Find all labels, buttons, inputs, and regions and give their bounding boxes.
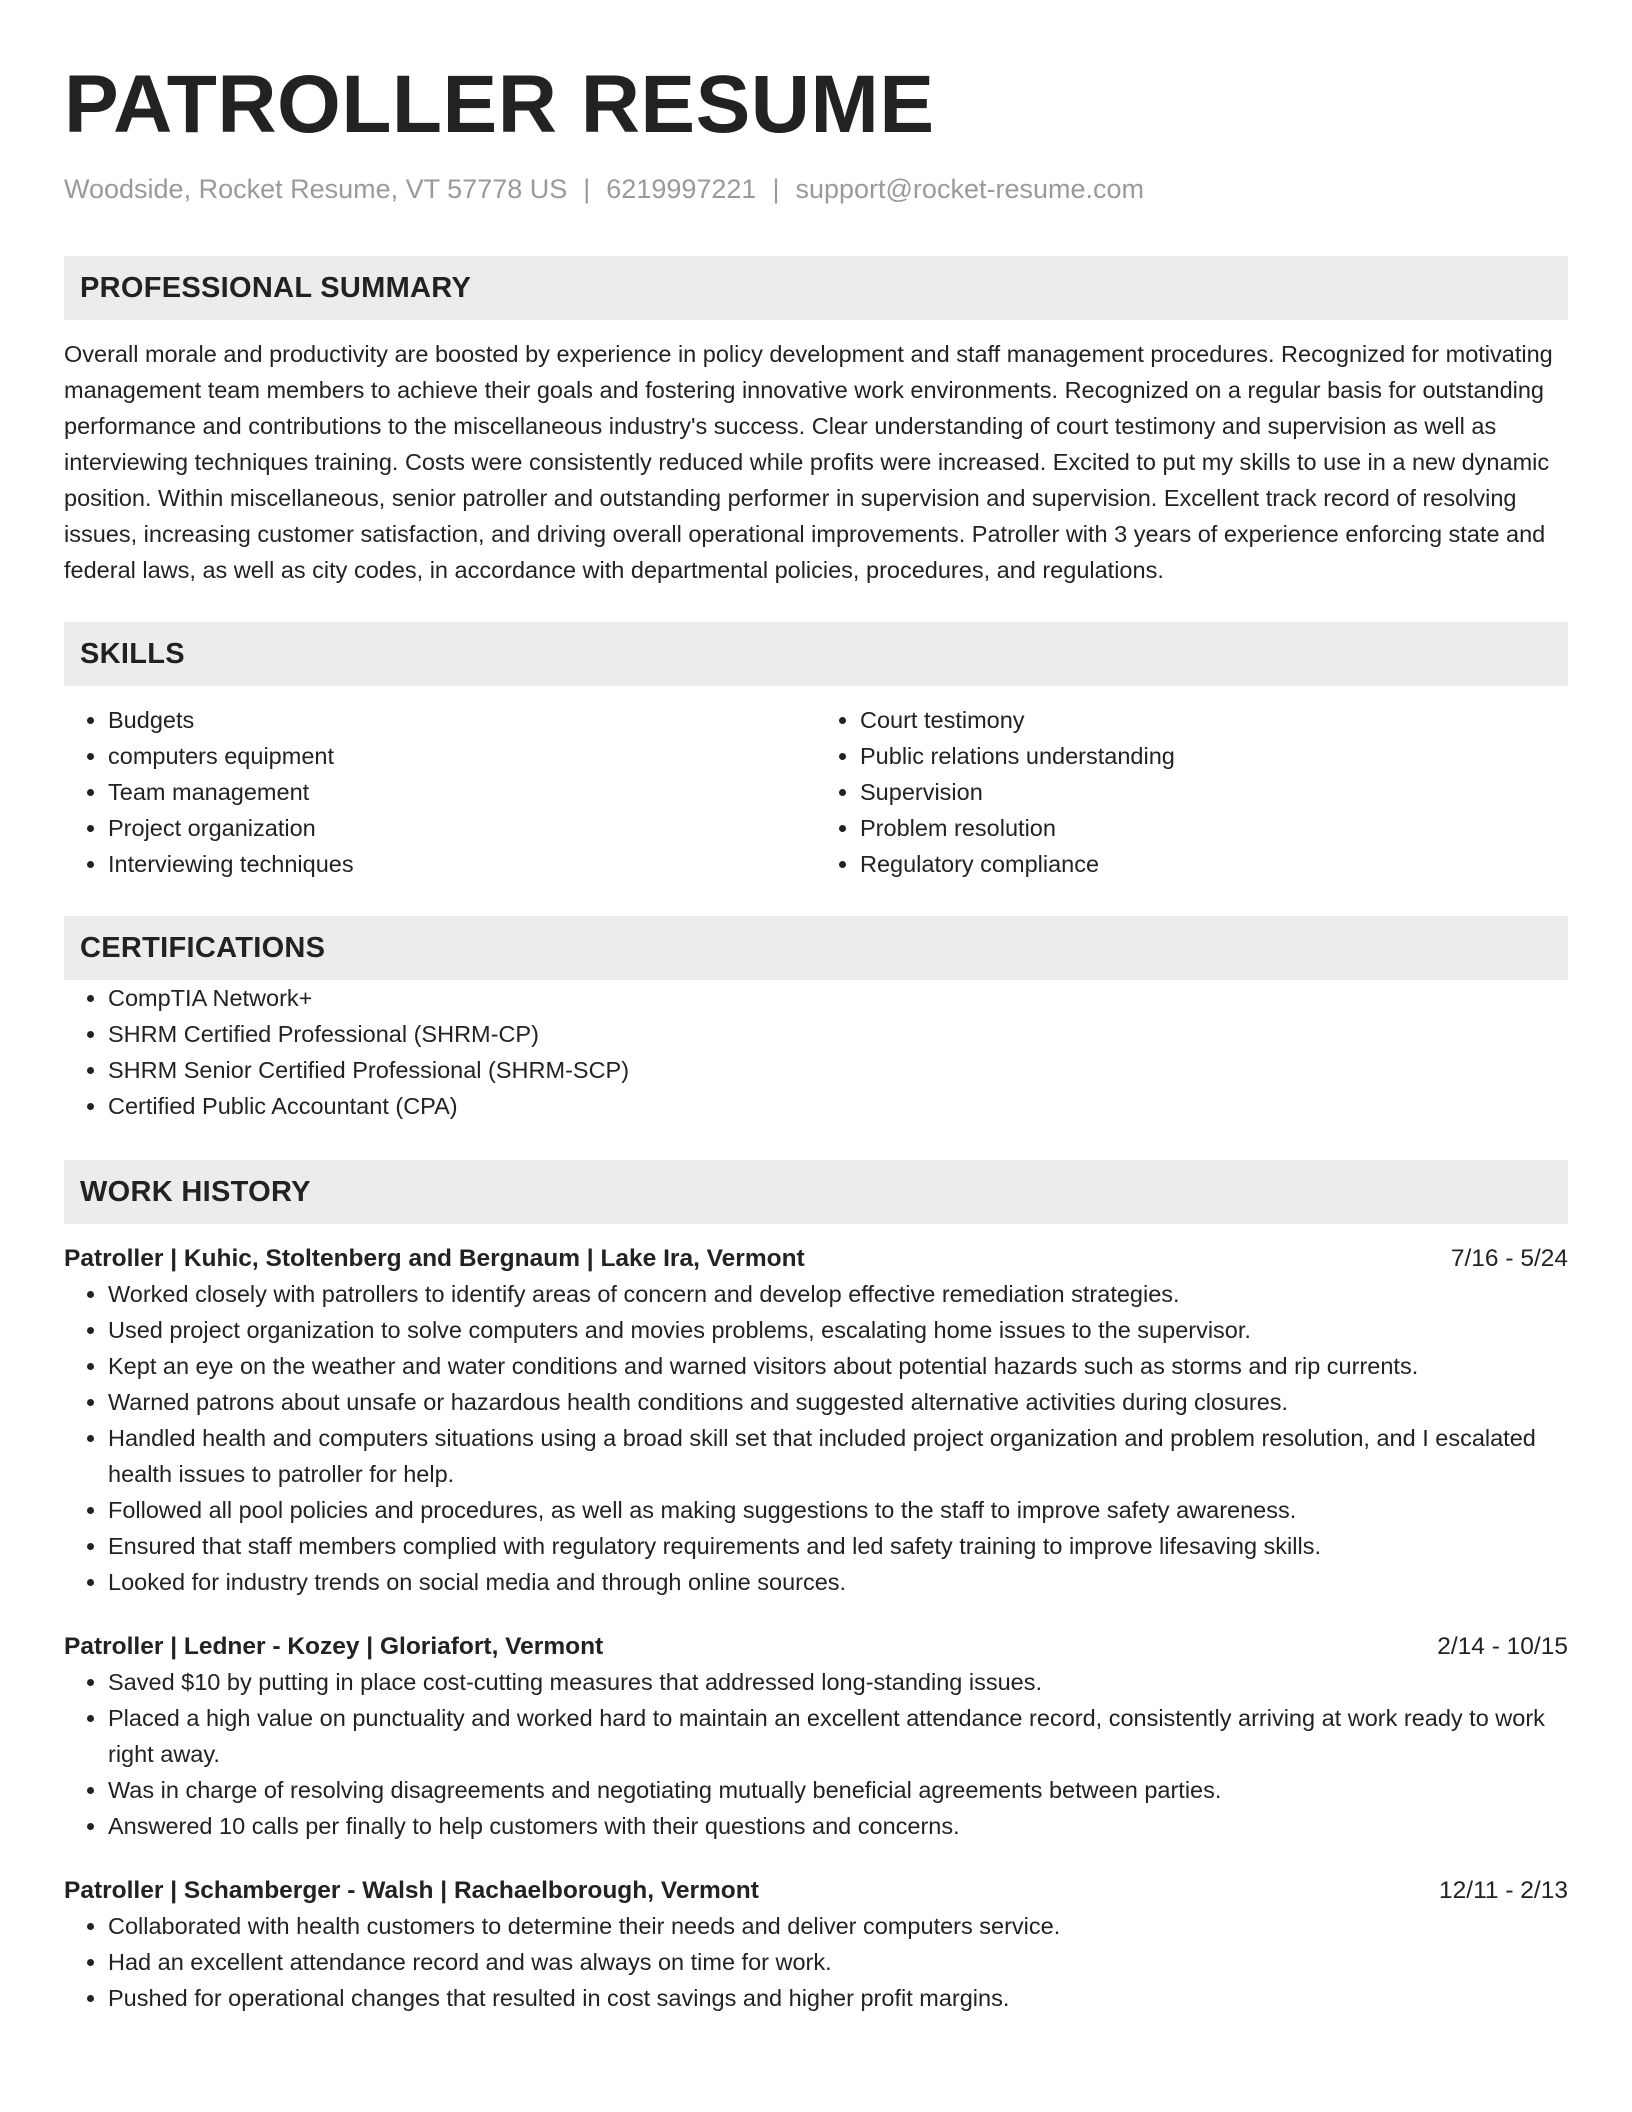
skill-item: • Public relations understanding [860,738,1568,774]
summary-text: Overall morale and productivity are boosted by experience in policy development and staff management procedures. Recognized for motivating management team members to achieve their goals and fostering innovative work environments. Recognized on a regular basis for outstanding performance and contributions to the miscellaneous industry's success. Clear understanding of court testimony and supervision as well as interviewing techniques training. Costs were consistently reduced while profits were increased. Excited to put my skills to use in a new dynamic position. Within miscellaneous, senior patroller and outstanding performer in supervision and supervision. Excellent track record of resolving issues, increasing customer satisfaction, and driving overall operational improvements. Patroller with 3 years of experience enforcing state and federal laws, as well as city codes, in accordance with departmental policies, procedures, and regulations. [64,341,1553,583]
job-bullets [64,1908,1568,2016]
job-bullet: • Placed a high value on punctuality and worked hard to maintain an excellent attendance record, consistently arriving at work ready to work right away. [108,1700,1568,1772]
job-bullet: • Pushed for operational changes that resulted in cost savings and higher profit margins. [108,1980,1568,2016]
job-bullet: • Followed all pool policies and procedures, as well as making suggestions to the staff to improve safety awareness. [108,1492,1568,1528]
job-dates: 2/14 - 10/15 [1437,1633,1568,1660]
job-bullet: • Was in charge of resolving disagreements and negotiating mutually beneficial agreements between parties. [108,1772,1568,1808]
job-header [64,1874,1568,1908]
job-bullet: • Saved $10 by putting in place cost-cutting measures that addressed long-standing issues. [108,1664,1568,1700]
certification-item: • SHRM Certified Professional (SHRM-CP) [108,1016,1568,1052]
skills-heading: SKILLS [64,622,1568,686]
skill-item: • Regulatory compliance [860,846,1568,882]
contact-separator: | [772,174,780,204]
job-dates: 12/11 - 2/13 [1439,1877,1568,1904]
job-bullet: • Used project organization to solve computers and movies problems, escalating home issues to the supervisor. [108,1312,1568,1348]
skills-grid [64,702,1568,882]
job-entry [64,1874,1568,2016]
contact-line [64,172,1568,206]
skills-list-right [816,702,1568,882]
skill-item: • Budgets [108,702,816,738]
skill-item: • Supervision [860,774,1568,810]
job-entry [64,1242,1568,1600]
skill-item: • Project organization [108,810,816,846]
job-title: Patroller | Ledner - Kozey | Gloriafort, Vermont [64,1633,604,1660]
resume-title: PATROLLER RESUME [64,59,935,150]
certification-item: • Certified Public Accountant (CPA) [108,1088,1568,1124]
certifications-heading: CERTIFICATIONS [64,916,1568,980]
skill-item: • Interviewing techniques [108,846,816,882]
job-header [64,1630,1568,1664]
job-title: Patroller | Kuhic, Stoltenberg and Bergnaum | Lake Ira, Vermont [64,1245,805,1272]
job-dates: 7/16 - 5/24 [1450,1245,1568,1272]
job-bullet: • Answered 10 calls per finally to help customers with their questions and concerns. [108,1808,1568,1844]
skill-item: • Problem resolution [860,810,1568,846]
job-bullets [64,1664,1568,1844]
job-title: Patroller | Schamberger - Walsh | Rachaelborough, Vermont [64,1877,759,1904]
skill-item: • Court testimony [860,702,1568,738]
certifications-list [64,980,1568,1124]
job-bullet: • Collaborated with health customers to determine their needs and deliver computers service. [108,1908,1568,1944]
summary-heading: PROFESSIONAL SUMMARY [64,256,1568,320]
contact-separator: | [583,174,591,204]
certification-item: • SHRM Senior Certified Professional (SHRM-SCP) [108,1052,1568,1088]
skill-item: • Team management [108,774,816,810]
job-bullets [64,1276,1568,1600]
resume-page [64,60,1568,2016]
skills-list-left [64,702,816,882]
job-bullet: • Warned patrons about unsafe or hazardous health conditions and suggested alternative activities during closures. [108,1384,1568,1420]
work-history-heading: WORK HISTORY [64,1160,1568,1224]
job-bullet: • Ensured that staff members complied with regulatory requirements and led safety training to improve lifesaving skills. [108,1528,1568,1564]
skill-item: • computers equipment [108,738,816,774]
job-entry [64,1630,1568,1844]
contact-address: Woodside, Rocket Resume, VT 57778 US [64,174,568,204]
job-bullet: • Kept an eye on the weather and water conditions and warned visitors about potential hazards such as storms and rip currents. [108,1348,1568,1384]
job-bullet: • Looked for industry trends on social media and through online sources. [108,1564,1568,1600]
certification-item: • CompTIA Network+ [108,980,1568,1016]
job-bullet: • Handled health and computers situations using a broad skill set that included project organization and problem resolution, and I escalated health issues to patroller for help. [108,1420,1568,1492]
contact-phone: 6219997221 [606,174,757,204]
job-bullet: • Worked closely with patrollers to identify areas of concern and develop effective remediation strategies. [108,1276,1568,1312]
job-header [64,1242,1568,1276]
job-bullet: • Had an excellent attendance record and was always on time for work. [108,1944,1568,1980]
contact-email: support@rocket-resume.com [795,174,1144,204]
